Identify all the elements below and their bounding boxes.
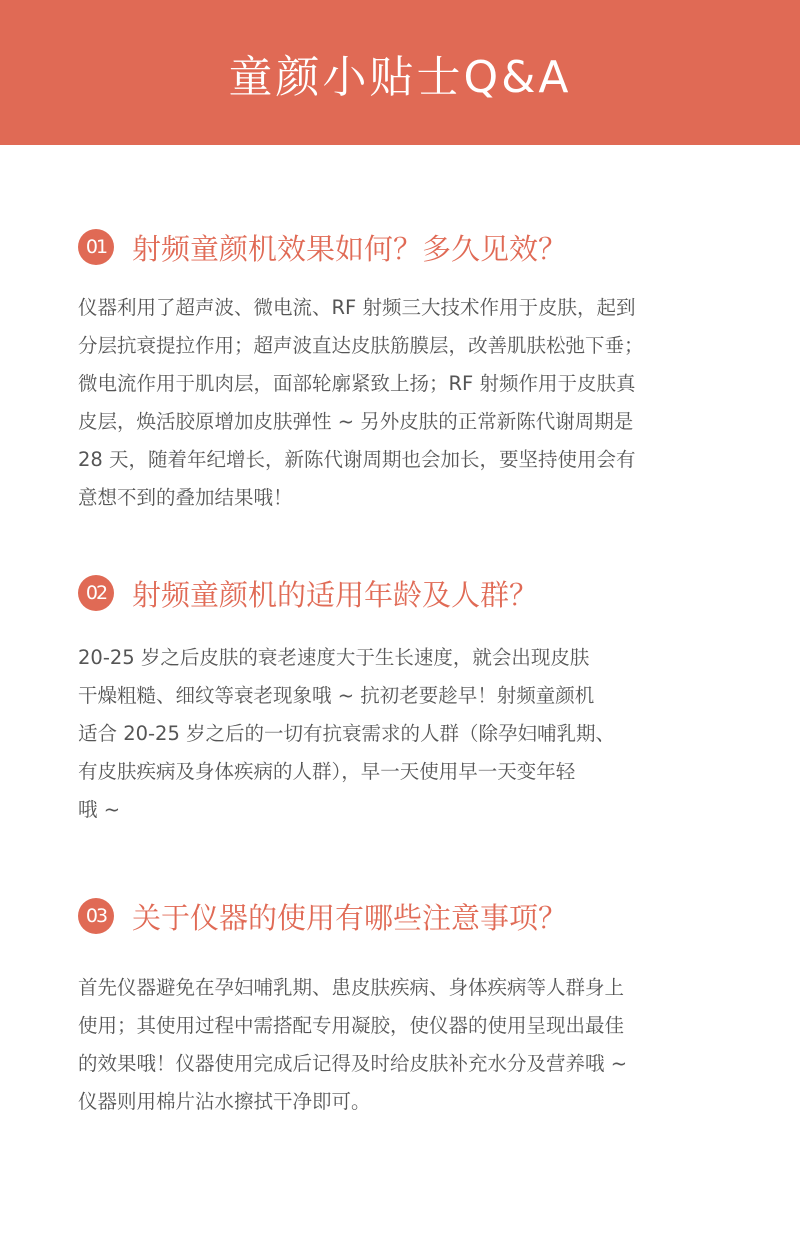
question-number-badge: 01 [78,229,114,265]
qa-section-2 [78,571,738,829]
question-heading [78,571,738,615]
question-text: 射频童颜机效果如何？多久见效？ [132,231,568,266]
answer-line: 皮层，焕活胶原增加皮肤弹性 ~ 另外皮肤的正常新陈代谢周期是 [78,410,634,433]
answer-text [78,969,738,1121]
answer-line: 28 天，随着年纪增长，新陈代谢周期也会加长，要坚持使用会有 [78,448,636,471]
answer-line: 有皮肤疾病及身体疾病的人群），早一天使用早一天变年轻 [78,760,576,783]
question-heading [78,894,738,938]
page-header [0,0,800,145]
answer-line: 适合 20-25 岁之后的一切有抗衰需求的人群（除孕妇哺乳期、 [78,722,616,745]
question-number-badge: 03 [78,898,114,934]
answer-text [78,639,738,829]
qa-section-1 [78,225,738,517]
answer-line: 使用；其使用过程中需搭配专用凝胶，使仪器的使用呈现出最佳 [78,1014,625,1037]
question-heading [78,225,738,269]
question-number-badge: 02 [78,575,114,611]
answer-line: 首先仪器避免在孕妇哺乳期、患皮肤疾病、身体疾病等人群身上 [78,976,625,999]
answer-line: 的效果哦！仪器使用完成后记得及时给皮肤补充水分及营养哦 ~ [78,1052,628,1075]
answer-line: 微电流作用于肌肉层，面部轮廓紧致上扬；RF 射频作用于皮肤真 [78,372,636,395]
answer-line: 哦 ~ [78,798,121,821]
answer-line: 干燥粗糙、细纹等衰老现象哦 ~ 抗初老要趁早！射频童颜机 [78,684,595,707]
answer-line: 意想不到的叠加结果哦！ [78,486,293,509]
question-text: 射频童颜机的适用年龄及人群？ [132,577,539,612]
answer-line: 仪器利用了超声波、微电流、RF 射频三大技术作用于皮肤，起到 [78,296,636,319]
qa-section-3 [78,894,738,1121]
answer-line: 仪器则用棉片沾水擦拭干净即可。 [78,1090,371,1113]
question-text: 关于仪器的使用有哪些注意事项？ [132,900,568,935]
answer-text [78,289,738,517]
answer-line: 分层抗衰提拉作用；超声波直达皮肤筋膜层，改善肌肤松弛下垂； [78,334,644,357]
answer-line: 20-25 岁之后皮肤的衰老速度大于生长速度，就会出现皮肤 [78,646,590,669]
page-title: 童颜小贴士Q&A [228,51,572,103]
